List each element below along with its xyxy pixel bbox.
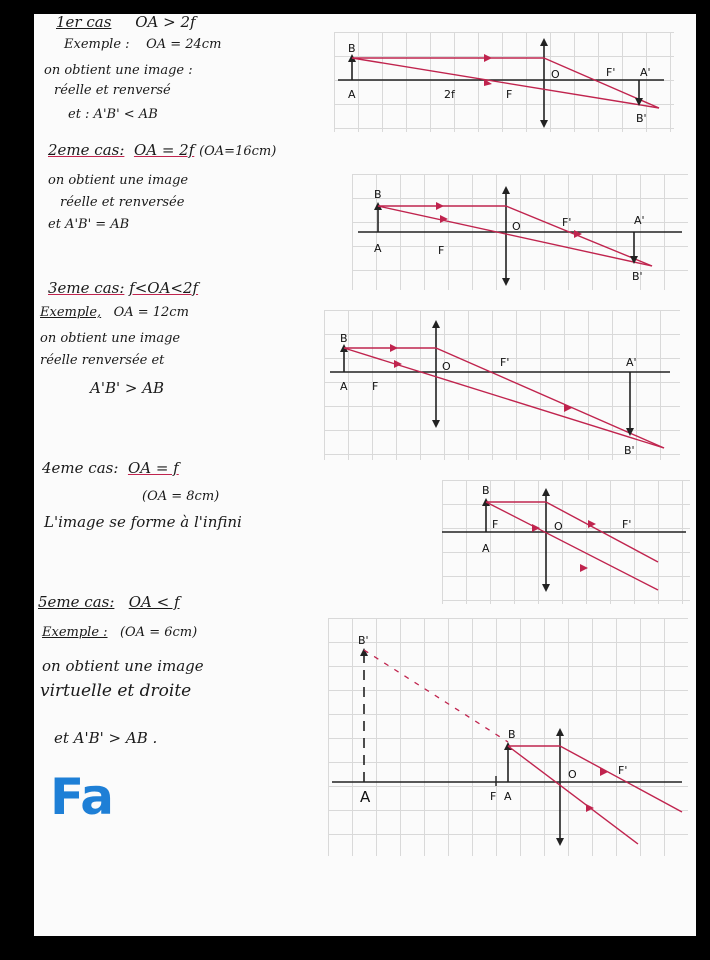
case1-ray-diagram xyxy=(334,32,674,132)
case3-example-value: OA = 12cm xyxy=(113,305,189,320)
case2-title: 2eme cas: xyxy=(48,141,125,159)
case1-label-2f: 2f xyxy=(444,88,455,101)
case2-label-B: B xyxy=(374,188,382,201)
case5-title: 5eme cas: xyxy=(38,593,115,611)
case5-label-O: O xyxy=(568,768,577,781)
case2-heading xyxy=(48,142,276,160)
case2-label-F: F xyxy=(438,244,445,257)
case5-label-F: F xyxy=(490,790,497,803)
case3-label-Fp: F' xyxy=(500,356,510,369)
case1-label-Ap: A' xyxy=(640,66,651,79)
case5-example-value: (OA = 6cm) xyxy=(119,625,198,640)
case3-line1: on obtient une image xyxy=(40,331,181,346)
case5-ray-diagram xyxy=(328,618,688,856)
case2-diagram xyxy=(352,174,688,290)
case3-example-label: Exemple, xyxy=(40,305,102,320)
case2-label-O: O xyxy=(512,220,521,233)
case3-title: 3eme cas: xyxy=(48,279,125,297)
case1-heading xyxy=(56,14,196,31)
case2-label-Ap: A' xyxy=(634,214,645,227)
case5-label-A: A xyxy=(504,790,512,803)
case4-label-F: F xyxy=(492,518,499,531)
case3-line2: réelle renversée et xyxy=(40,353,165,368)
case1-example-value: OA = 24cm xyxy=(146,37,222,52)
case5-label-B: B xyxy=(508,728,516,741)
case4-label-Fp: F' xyxy=(622,518,632,531)
case3-label-O: O xyxy=(442,360,451,373)
case1-example-label: Exemple : xyxy=(64,37,130,52)
case1-label-O: O xyxy=(551,68,560,81)
case1-title: 1er cas xyxy=(56,13,112,31)
case3-line3: A'B' > AB xyxy=(90,379,165,397)
case5-label-Fp: F' xyxy=(618,764,628,777)
case3-label-Ap: A' xyxy=(626,356,637,369)
case4-label-O: O xyxy=(554,520,563,533)
case5-line2: virtuelle et droite xyxy=(40,681,192,701)
case4-line1: L'image se forme à l'infini xyxy=(44,513,242,531)
case2-example: (OA=16cm) xyxy=(199,144,277,159)
case2-line1: on obtient une image xyxy=(48,173,189,188)
case3-label-Bp: B' xyxy=(624,444,635,457)
case2-line2: réelle et renversée xyxy=(60,195,185,210)
case3-label-F: F xyxy=(372,380,379,393)
case1-line1: on obtient une image : xyxy=(44,63,193,78)
case2-label-Bp: B' xyxy=(632,270,643,283)
case3-example xyxy=(40,306,189,321)
case3-ray-diagram xyxy=(324,310,680,460)
case3-diagram xyxy=(324,310,680,460)
case2-ray-diagram xyxy=(352,174,688,290)
case4-diagram xyxy=(442,480,690,604)
case5-line1: on obtient une image xyxy=(42,657,204,675)
case5-condition: OA < f xyxy=(128,593,180,611)
case4-label-B: B xyxy=(482,484,490,497)
case2-condition: OA = 2f xyxy=(133,141,195,159)
case3-condition: f<OA<2f xyxy=(129,279,199,297)
case1-label-F: F xyxy=(506,88,513,101)
case5-example-label: Exemple : xyxy=(42,625,108,640)
case1-label-Bp: B' xyxy=(636,112,647,125)
case3-label-A: A xyxy=(340,380,348,393)
fa-watermark-logo: Fa xyxy=(50,768,113,826)
case5-label-Ap: A xyxy=(360,788,371,806)
case4-ray-diagram xyxy=(442,480,690,604)
case2-label-Fp: F' xyxy=(562,216,572,229)
case1-line3: et : A'B' < AB xyxy=(68,107,158,122)
case5-example xyxy=(42,626,197,641)
case1-label-A: A xyxy=(348,88,356,101)
case5-diagram xyxy=(328,618,688,856)
case1-line2: réelle et renversé xyxy=(54,83,171,98)
case1-diagram xyxy=(334,32,674,132)
case1-label-B: B xyxy=(348,42,356,55)
case1-example xyxy=(64,38,221,53)
case4-heading xyxy=(42,460,179,477)
case3-heading xyxy=(48,280,198,297)
case2-line3: et A'B' = AB xyxy=(48,217,130,232)
case4-condition: OA = f xyxy=(127,459,179,477)
case1-label-Fp: F' xyxy=(606,66,616,79)
case5-label-Bp: B' xyxy=(358,634,369,647)
case1-condition: OA > 2f xyxy=(135,13,196,31)
case4-title: 4eme cas: xyxy=(42,459,119,477)
case5-line3: et A'B' > AB . xyxy=(54,729,158,747)
case2-label-A: A xyxy=(374,242,382,255)
case4-label-A: A xyxy=(482,542,490,555)
case4-example: (OA = 8cm) xyxy=(142,489,220,504)
notebook-page xyxy=(34,14,696,936)
case5-heading xyxy=(38,594,180,611)
case3-label-B: B xyxy=(340,332,348,345)
